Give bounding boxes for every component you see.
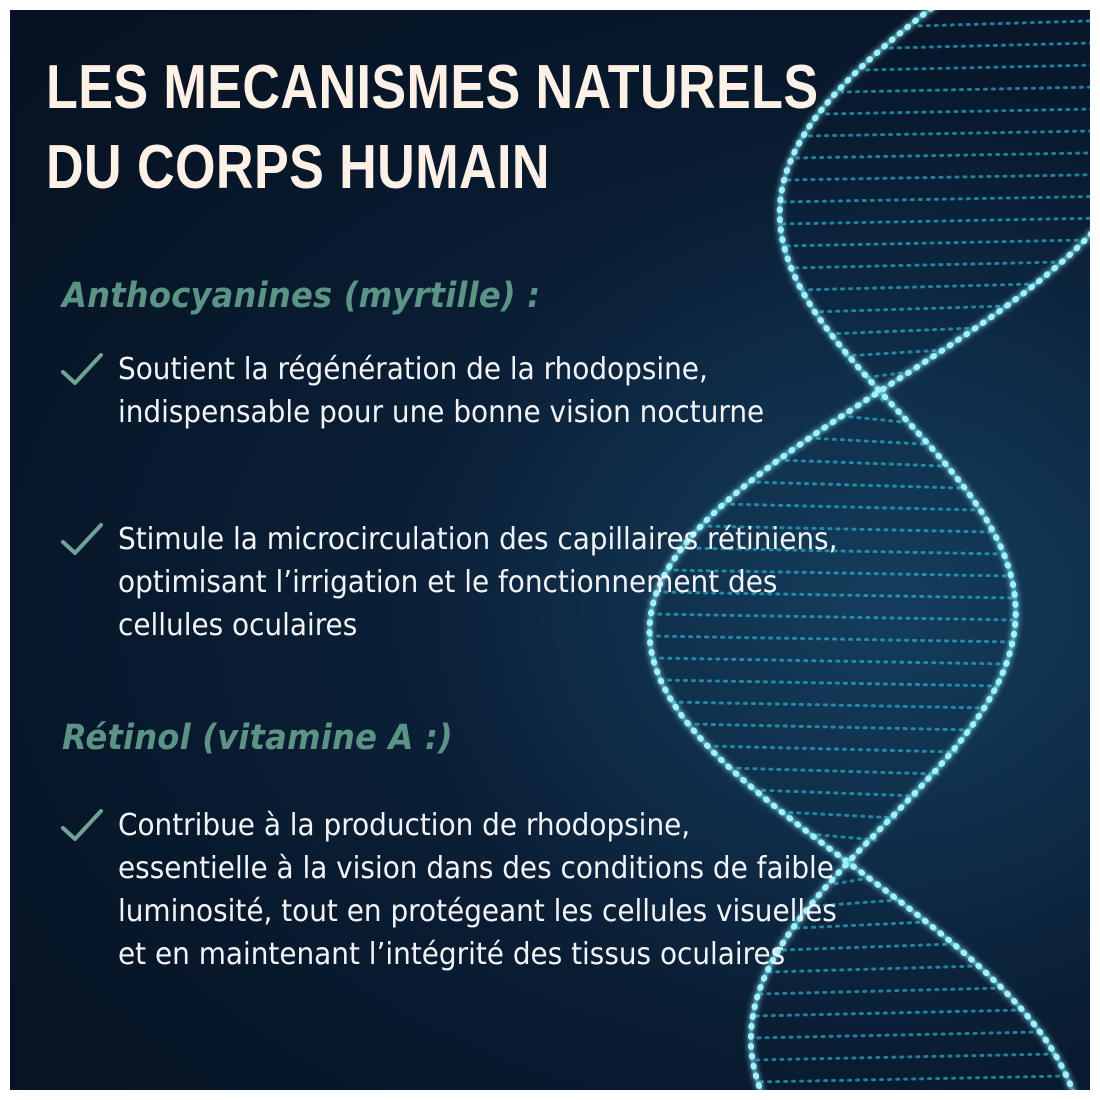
bullet-item bbox=[60, 518, 838, 647]
bullet-item bbox=[60, 348, 820, 434]
title-line-1: LES MECANISMES NATURELS bbox=[46, 53, 819, 122]
bullet-item bbox=[60, 804, 837, 976]
page-title bbox=[46, 48, 819, 208]
section-heading-anthocyanines: Anthocyanines (myrtille) : bbox=[62, 276, 541, 316]
poster bbox=[10, 10, 1090, 1090]
bullet-text: Contribue à la production de rhodopsine, essentielle à la vision dans des conditions de faible luminosité, tout en protégeant les cellules visuelles et en maintenant l’intégrité des tissus oculaires bbox=[118, 808, 837, 972]
title-line-2: DU CORPS HUMAIN bbox=[46, 133, 550, 202]
check-icon bbox=[60, 808, 104, 844]
check-icon bbox=[60, 522, 104, 558]
bullet-text: Stimule la microcirculation des capillaires rétiniens, optimisant l’irrigation et le fonctionnement des cellules oculaires bbox=[118, 522, 838, 643]
check-icon bbox=[60, 352, 104, 388]
bullet-text: Soutient la régénération de la rhodopsine, indispensable pour une bonne vision nocturne bbox=[118, 352, 765, 430]
section-heading-retinol: Rétinol (vitamine A :) bbox=[62, 718, 453, 758]
